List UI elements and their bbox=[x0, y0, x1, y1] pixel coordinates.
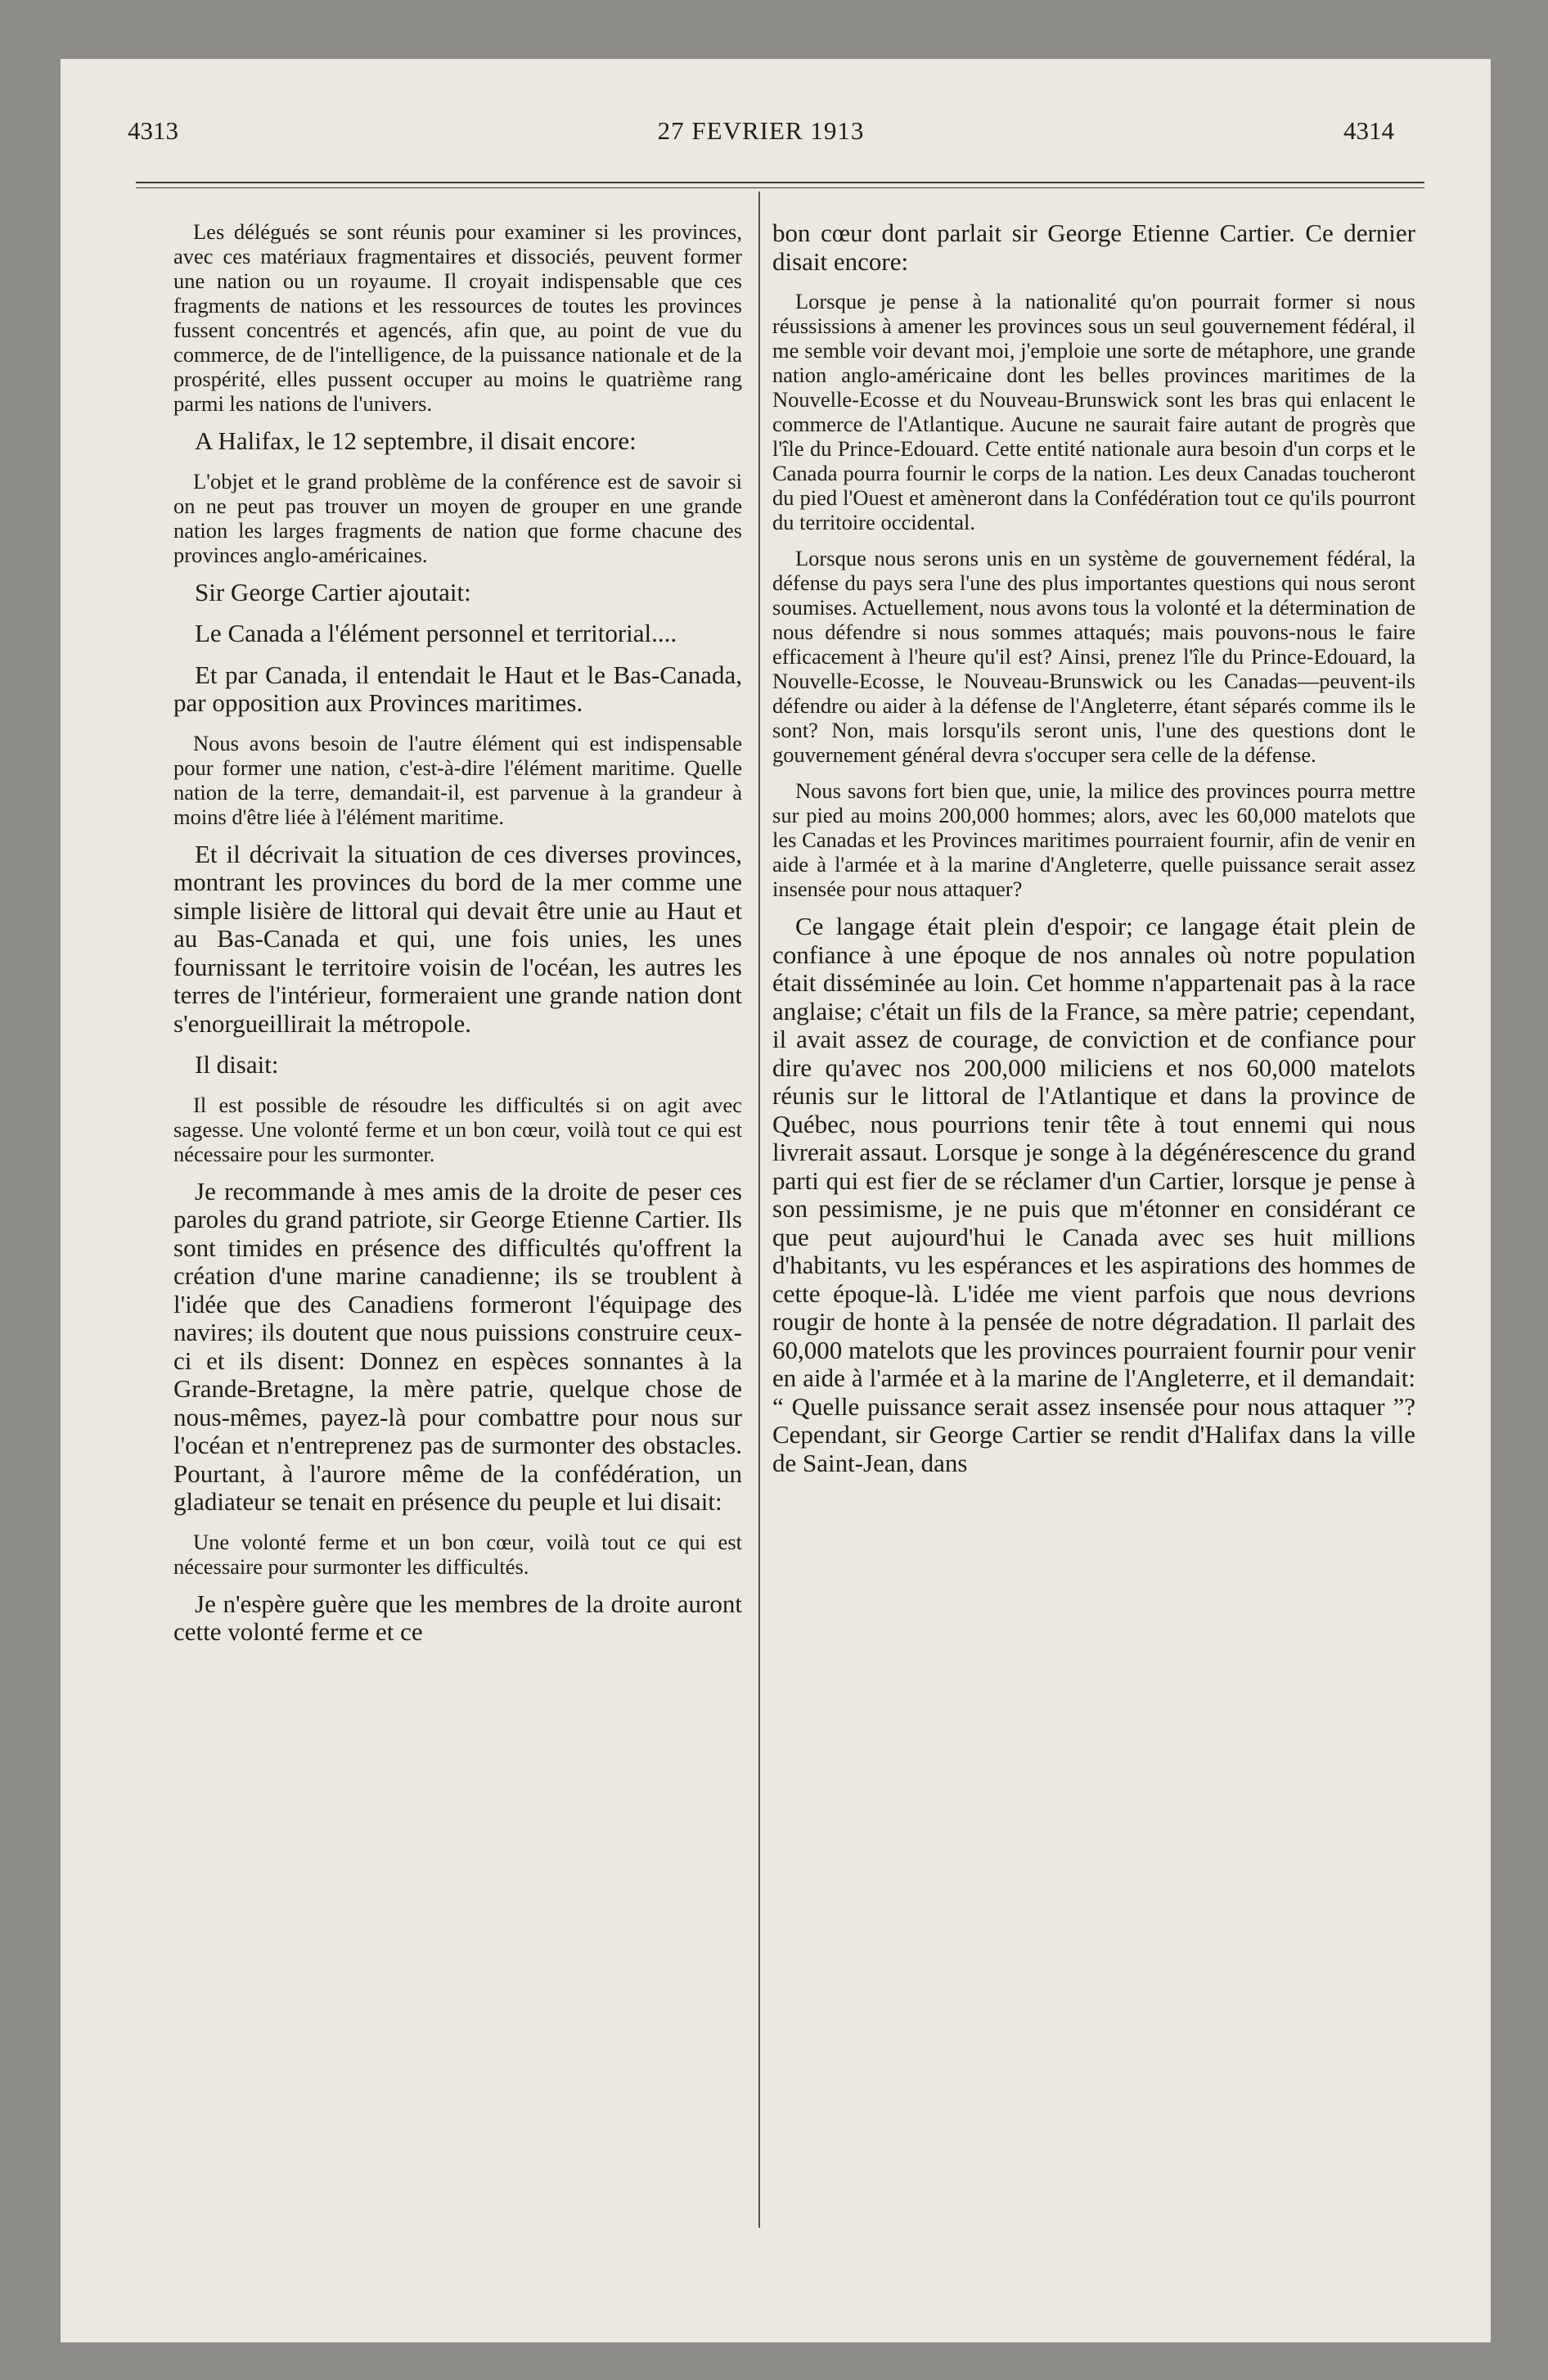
right-column bbox=[772, 219, 1415, 2233]
paragraph: Il disait: bbox=[195, 1050, 279, 1079]
paragraph: Et il décrivait la situation de ces diverses provinces, montrant les provinces du bord de la mer comme une simple lisière de littoral qui devait être unie au Haut et au Bas-Canada et qui, une fois unies, les unes fournissant le territoire voisin de l'océan, les autres les terres de l'intérieur, formeraient une grande nation dont s'enorgueillirait la métropole. bbox=[173, 839, 742, 1038]
column-divider bbox=[758, 192, 760, 2228]
paragraph: Sir George Cartier ajoutait: bbox=[195, 577, 471, 606]
paragraph: Ce langage était plein d'espoir; ce langage était plein de confiance à une époque de nos annales où notre population était disséminée au loin. Cet homme n'appartenait pas à la race anglaise; c'était un fils de la France, sa mère patrie; cependant, il avait assez de courage, de conviction et de confiance pour dire qu'avec nos 200,000 miliciens et nos 60,000 matelots réunis sur le littoral de l'Atlantique et dans la province de Québec, nous pourrions tenir tête à tout ennemi qui nous livrerait assaut. Lorsque je songe à la dégénérescence du grand parti qui est fier de se réclamer d'un Cartier, lorsque je pense à son pessimisme, je ne puis que m'étonner en considérant ce que peut aujourd'hui le Canada avec ses huit millions d'habitants, vu les espérances et les aspirations des hommes de cette époque-là. L'idée me vient parfois que nous devrions rougir de honte à la pensée de notre dégradation. Il parlait des 60,000 matelots que les provinces pourraient fournir pour venir en aide à l'armée et à la marine de l'Angleterre, et il demandait: “ Quelle puissance serait assez insensée pour nous attaquer ”? Cependant, sir George Cartier se rendit d'Halifax dans la ville de Saint-Jean, dans bbox=[772, 912, 1415, 1477]
quoted-paragraph: Lorsque nous serons unis en un système de gouvernement fédéral, la défense du pays sera l'une des plus importantes questions qui nous seront soumises. Actuellement, nous avons tous la volonté et la détermination de nous défendre si nous sommes attaqués; mais pouvons-nous le faire efficacement à l'heure qu'il est? Ainsi, prenez l'île du Prince-Edouard, la Nouvelle-Ecosse, le Nouveau-Brunswick ou les Canadas—peuvent-ils défendre ou aider à la défense de l'Angleterre, étant séparés comme ils le sont? Non, mais lorsqu'ils seront unis, l'une des questions dont le gouvernement général devra s'occuper sera celle de la défense. bbox=[772, 546, 1415, 767]
header-rule-thin bbox=[136, 187, 1424, 188]
quoted-paragraph: Les délégués se sont réunis pour examiner si les provinces, avec ces matériaux fragmentaires et dissociés, peuvent former une nation ou un royaume. Il croyait indispensable que ces fragments de nations et les ressources de toutes les provinces fussent concentrés et agencés, afin que, au point de vue du commerce, de de l'intelligence, de la puissance nationale et de la prospérité, elles pussent occuper au moins le quatrième rang parmi les nations de l'univers. bbox=[173, 219, 742, 416]
paragraph: Et par Canada, il entendait le Haut et le Bas-Canada, par opposition aux Provinces maritimes. bbox=[173, 660, 742, 717]
header-date: 27 FEVRIER 1913 bbox=[657, 116, 865, 145]
quoted-paragraph: Une volonté ferme et un bon cœur, voilà tout ce qui est nécessaire pour surmonter les difficultés. bbox=[173, 1529, 742, 1579]
paragraph: Le Canada a l'élément personnel et territorial.... bbox=[195, 619, 677, 647]
paragraph: bon cœur dont parlait sir George Etienne Cartier. Ce dernier disait encore: bbox=[772, 219, 1415, 276]
quoted-paragraph: Nous avons besoin de l'autre élément qui est indispensable pour former une nation, c'est-à-dire l'élément maritime. Quelle nation de la terre, demandait-il, est parvenue à la grandeur à moins d'être liée à l'élément maritime. bbox=[173, 730, 742, 829]
header-rule bbox=[136, 182, 1424, 183]
running-header bbox=[128, 116, 1394, 149]
paragraph: Je recommande à mes amis de la droite de peser ces paroles du grand patriote, sir George Etienne Cartier. Ils sont timides en présence des difficultés qu'offrent la création d'une marine canadienne; ils se troublent à l'idée que des Canadiens formeront l'équipage des navires; ils doutent que nous puissions construire ceux-ci et ils disent: Donnez en espèces sonnantes à la Grande-Bretagne, la mère patrie, quelque chose de nous-mêmes, payez-là pour combattre pour nous sur l'océan et n'entreprenez pas de surmonter des obstacles. Pourtant, à l'aurore même de la confédération, un gladiateur se tenait en présence du peuple et lui disait: bbox=[173, 1176, 742, 1516]
paragraph: A Halifax, le 12 septembre, il disait encore: bbox=[195, 426, 637, 455]
page-number-right: 4314 bbox=[1343, 116, 1394, 145]
left-column bbox=[173, 219, 742, 2233]
quoted-paragraph: Lorsque je pense à la nationalité qu'on pourrait former si nous réussissions à amener les provinces sous un seul gouvernement fédéral, il me semble voir devant moi, j'emploie une sorte de métaphore, une grande nation anglo-américaine dont les belles provinces maritimes de la Nouvelle-Ecosse et du Nouveau-Brunswick sont les bras qui enlacent le commerce de l'Atlantique. Aucune ne saurait faire autant de progrès que l'île du Prince-Edouard. Cette entité nationale aura besoin d'un corps et le Canada pourra fournir le corps de la nation. Les deux Canadas toucheront du pied l'Ouest et amèneront dans la Confédération tout ce qu'ils pourront du territoire occidental. bbox=[772, 289, 1415, 534]
paragraph: Je n'espère guère que les membres de la droite auront cette volonté ferme et ce bbox=[173, 1589, 742, 1646]
quoted-paragraph: Nous savons fort bien que, unie, la milice des provinces pourra mettre sur pied au moins 200,000 hommes; alors, avec les 60,000 matelots que les Canadas et les Provinces maritimes pourraient fournir, afin de venir en aide à l'armée et à la marine d'Angleterre, quelle puissance serait assez insensée pour nous attaquer? bbox=[772, 778, 1415, 901]
quoted-paragraph: Il est possible de résoudre les difficultés si on agit avec sagesse. Une volonté ferme et un bon cœur, voilà tout ce qui est nécessaire pour les surmonter. bbox=[173, 1092, 742, 1166]
journal-page bbox=[61, 59, 1491, 2342]
page-number-left: 4313 bbox=[128, 116, 178, 145]
quoted-paragraph: L'objet et le grand problème de la conférence est de savoir si on ne peut pas trouver un moyen de grouper en une grande nation les larges fragments de nation que forme chacune des provinces anglo-américaines. bbox=[173, 468, 742, 567]
